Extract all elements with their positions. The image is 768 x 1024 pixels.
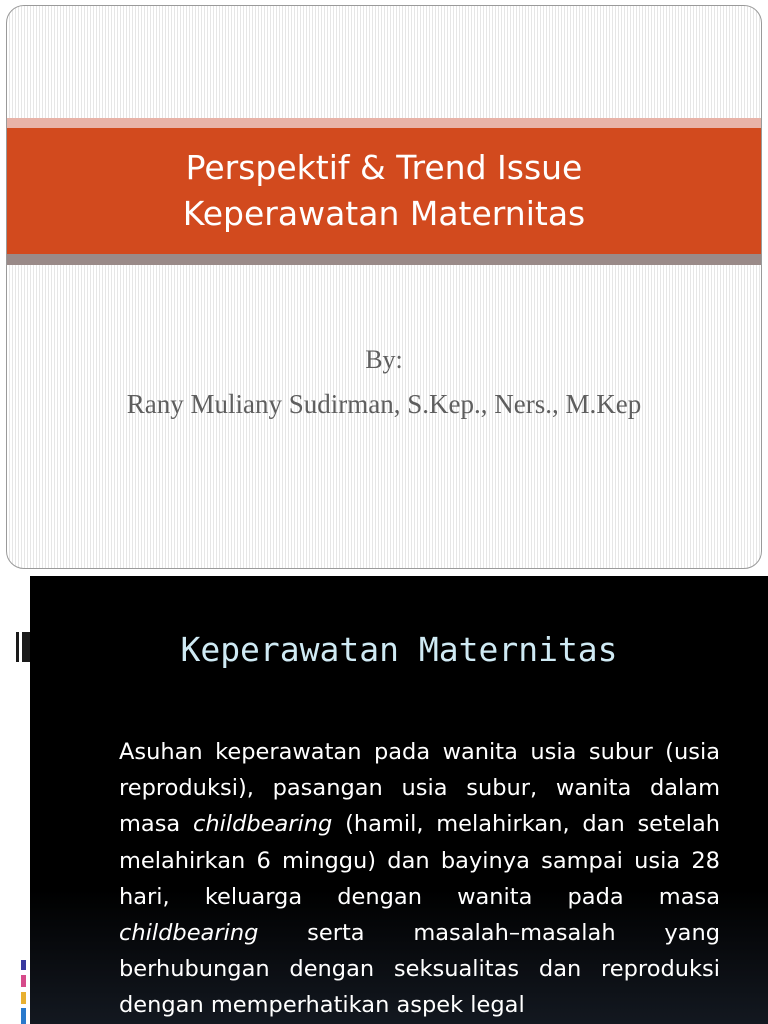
content-slide-title: Keperawatan Maternitas [180, 630, 618, 669]
by-label: By: [365, 345, 403, 374]
color-accent-bar [21, 1008, 26, 1024]
body-text-part-3: serta masalah–masalah yang berhubungan dengan seksualitas dan reproduksi dengan memperhatikan aspek legal [119, 920, 720, 1019]
body-text-part-2: (hamil, melahirkan, dan setelah melahirkan 6 minggu) dan bayinya sampai usia 28 hari, keluarga dengan wanita pada masa [119, 811, 720, 910]
title-band [7, 128, 761, 254]
color-accent-bar [21, 992, 26, 1004]
body-italic-term-1: childbearing [192, 811, 333, 838]
body-text-part-1: Asuhan keperawatan pada wanita usia subur (usia reproduksi), pasangan usia subur, wanita dalam masa [119, 739, 720, 838]
edge-mark [16, 632, 19, 662]
color-accent-bar [21, 975, 26, 987]
content-slide-body [119, 734, 720, 1024]
slide-edge-marks [16, 632, 30, 666]
edge-mark [22, 632, 30, 662]
slide-title-line-1: Perspektif & Trend Issue [185, 148, 583, 187]
title-slide [6, 5, 762, 569]
body-italic-term-2: childbearing [119, 920, 259, 947]
author-block [7, 340, 761, 428]
author-name: Rany Muliany Sudirman, S.Kep., Ners., M.Kep [126, 389, 642, 419]
content-slide [30, 576, 768, 1024]
title-band-top-accent [7, 118, 761, 128]
slide-title-line-2: Keperawatan Maternitas [182, 194, 586, 233]
color-accent-bar [21, 960, 26, 970]
title-band-bottom-accent [7, 254, 761, 265]
